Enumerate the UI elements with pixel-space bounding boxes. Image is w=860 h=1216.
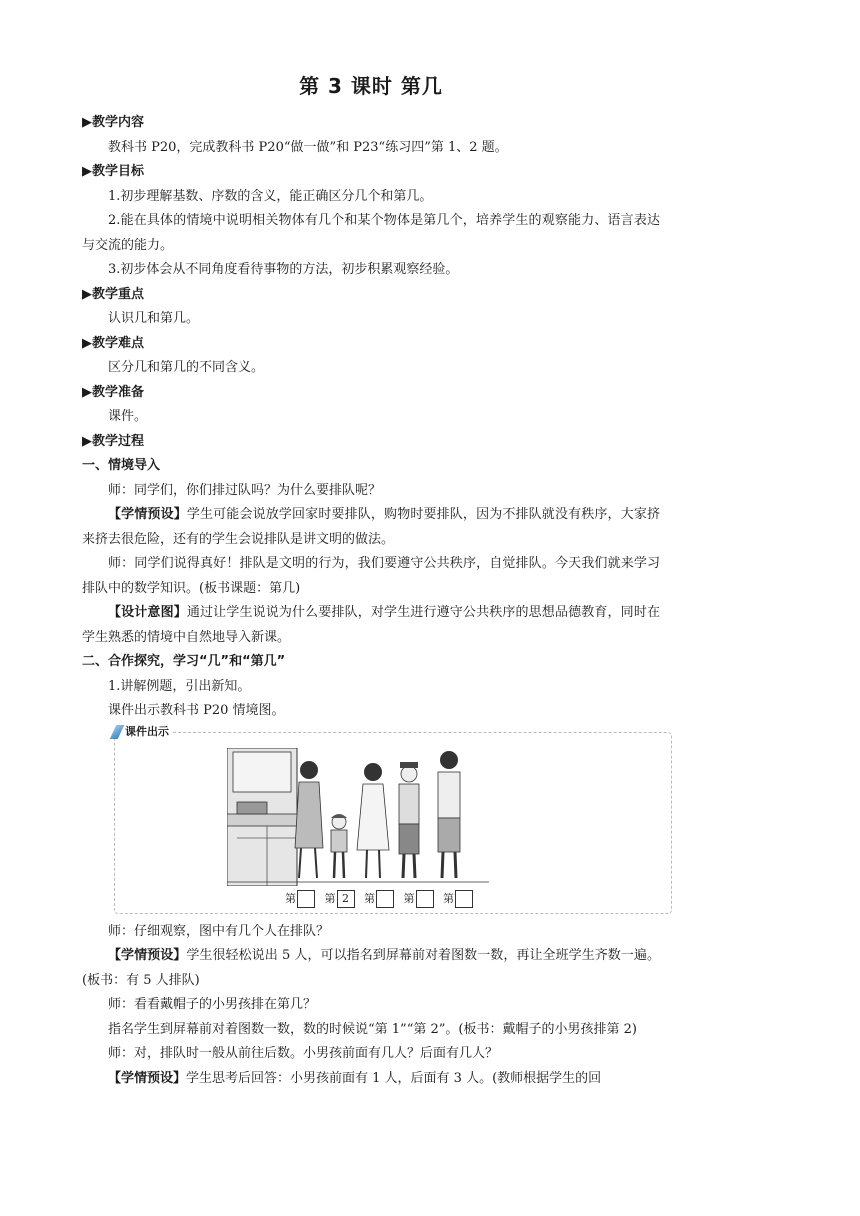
section-heading-prep: ▶教学准备 <box>82 384 144 400</box>
key-text: 认识几和第几。 <box>108 311 200 326</box>
tag-label: 【学情预设】 <box>108 948 187 963</box>
section-heading-goals: ▶教学目标 <box>82 164 144 179</box>
part1-paragraph: 师：同学们说得真好！排队是文明的行为，我们要遵守公共秩序，自觉排队。今天我们就来学习排队中的数学知识。(板书课题：第几) <box>82 556 660 596</box>
part1-paragraph: 【学情预设】学生可能会说放学回家时要排队，购物时要排队，因为不排队就没有秩序，大家挤来挤去很危险，还有的学生会说排队是讲文明的做法。 <box>82 507 660 547</box>
goal-item: 3.初步体会从不同角度看待事物的方法，初步积累观察经验。 <box>108 262 459 277</box>
ordinal-item: 第 <box>364 890 394 908</box>
section-heading-content: ▶教学内容 <box>82 115 144 130</box>
part1-paragraph: 【设计意图】通过让学生说说为什么要排队，对学生进行遵守公共秩序的思想品德教育，同时在学生熟悉的情境中自然地导入新课。 <box>82 605 660 645</box>
ordinal-item: 第 <box>285 890 315 908</box>
part2-paragraph: 师：看看戴帽子的小男孩排在第几？ <box>108 997 317 1012</box>
answer-box: 2 <box>337 890 355 908</box>
answer-box <box>455 890 473 908</box>
content-text: 教科书 P20，完成教科书 P20“做一做”和 P23“练习四”第 1、2 题。 <box>108 139 508 155</box>
ordinal-boxes <box>285 890 479 908</box>
part2-paragraph: 1.讲解例题，引出新知。 <box>108 678 251 694</box>
goal-item: 1.初步理解基数、序数的含义，能正确区分几个和第几。 <box>108 188 433 204</box>
tag-label: 【设计意图】 <box>108 605 187 620</box>
ordinal-item: 第 <box>404 890 434 908</box>
answer-box <box>297 890 315 908</box>
part2-paragraph: 【学情预设】学生思考后回答：小男孩前面有 1 人，后面有 3 人。(教师根据学生的回 <box>108 1070 602 1086</box>
tag-label: 【学情预设】 <box>108 507 187 522</box>
prep-text: 课件。 <box>108 409 148 424</box>
ordinal-item: 第 2 <box>325 890 355 908</box>
part2-heading: 二、合作探究，学习“几”和“第几” <box>82 654 286 669</box>
goal-item: 2.能在具体的情境中说明相关物体有几个和某个物体是第几个，培养学生的观察能力、语言表达与交流的能力。 <box>82 213 660 253</box>
difficulty-text: 区分几和第几的不同含义。 <box>108 360 265 375</box>
part1-paragraph: 师：同学们，你们排过队吗？为什么要排队呢？ <box>108 482 382 498</box>
part2-paragraph: 指名学生到屏幕前对着图数一数，数的时候说“第 1”“第 2”。(板书：戴帽子的小男孩排第 2) <box>108 1021 637 1037</box>
answer-box <box>376 890 394 908</box>
section-heading-difficulty: ▶教学难点 <box>82 335 144 351</box>
part2-paragraph: 师：仔细观察，图中有几个人在排队？ <box>108 923 330 939</box>
answer-box <box>416 890 434 908</box>
part2-paragraph: 师：对，排队时一般从前往后数。小男孩前面有几人？后面有几人？ <box>108 1046 499 1061</box>
page-title: 第 3 课时 第几 <box>299 74 443 98</box>
part2-paragraph: 【学情预设】学生很轻松说出 5 人，可以指名到屏幕前对着图数一数，再让全班学生齐数一遍。(板书：有 5 人排队) <box>82 948 660 988</box>
section-heading-key: ▶教学重点 <box>82 286 144 302</box>
queue-illustration <box>227 748 489 886</box>
figure-label: 课件出示 <box>113 723 173 739</box>
courseware-figure <box>114 724 672 914</box>
ordinal-item: 第 <box>443 890 473 908</box>
section-heading-process: ▶教学过程 <box>82 433 144 449</box>
part1-heading: 一、情境导入 <box>82 458 161 473</box>
tag-label: 【学情预设】 <box>108 1070 187 1086</box>
document-page <box>82 70 660 1091</box>
part2-paragraph: 课件出示教科书 P20 情境图。 <box>108 703 285 718</box>
